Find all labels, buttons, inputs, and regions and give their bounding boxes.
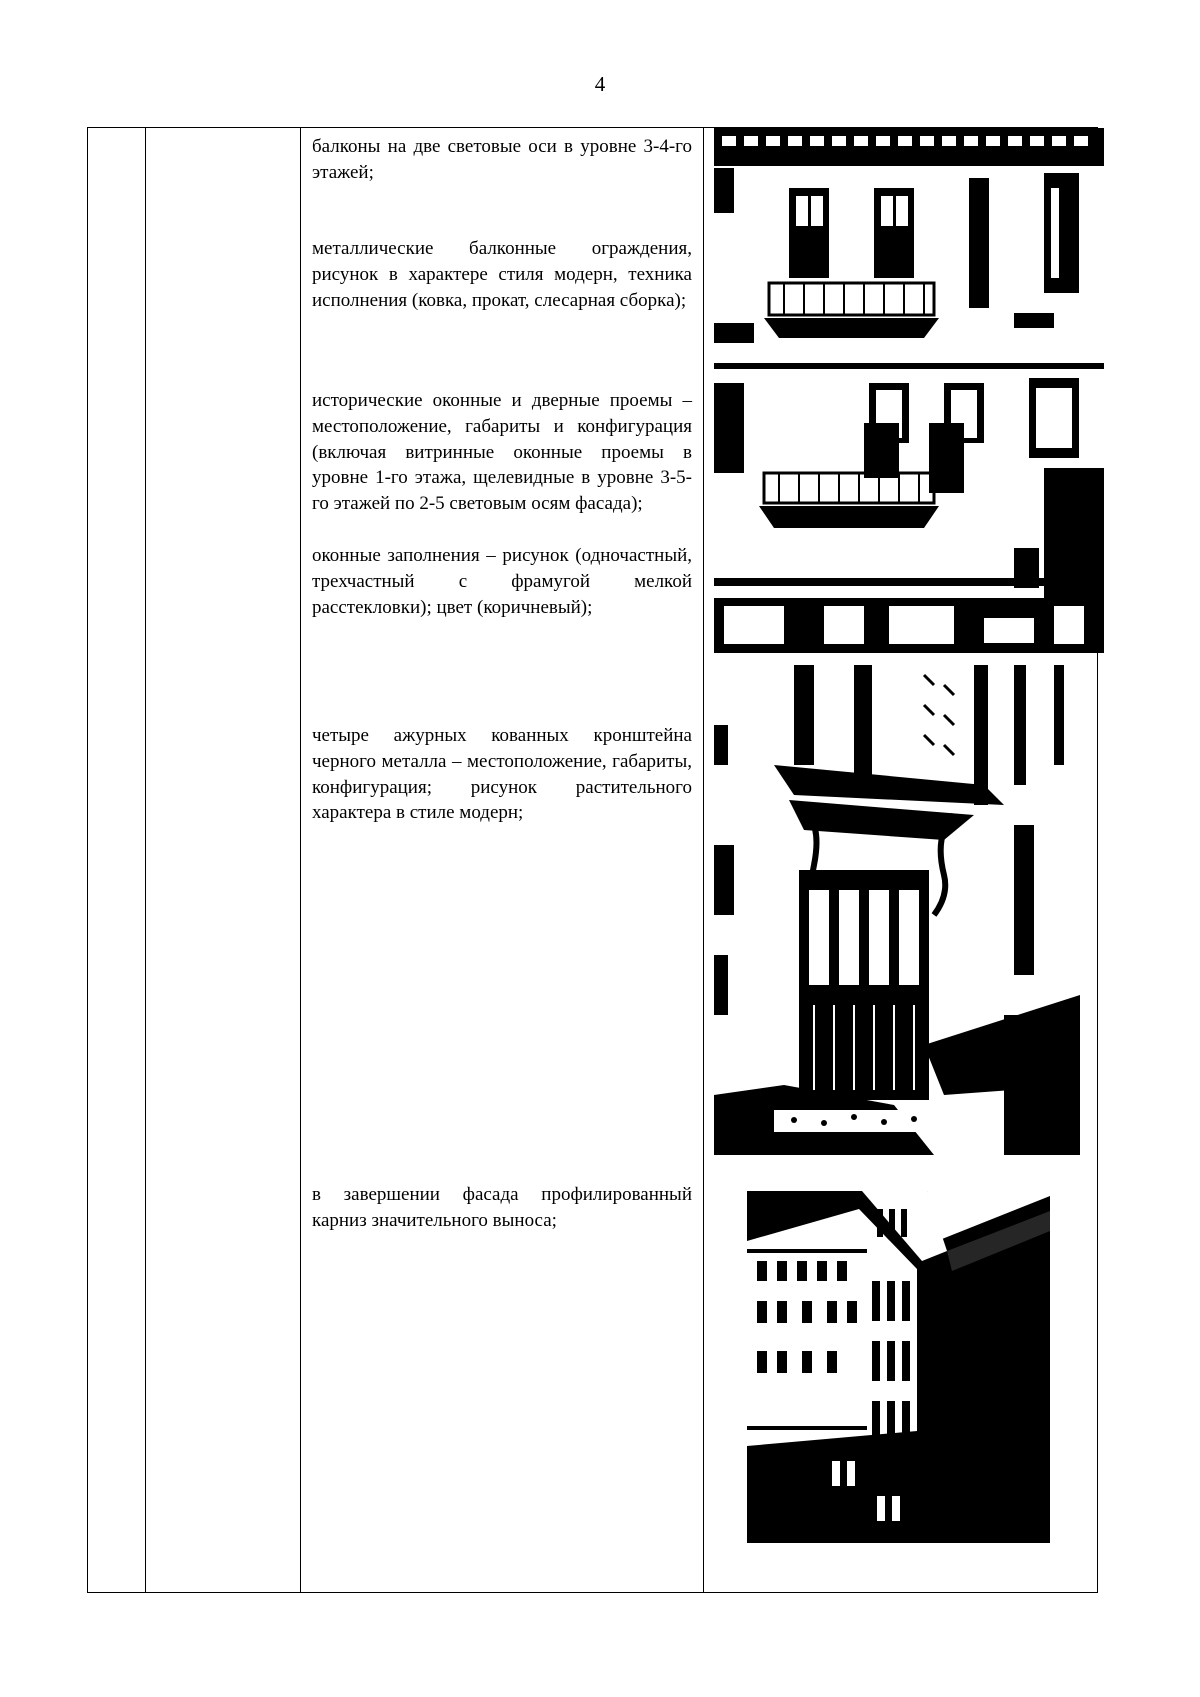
cell-photos	[704, 128, 1098, 1593]
cell-name	[146, 128, 301, 1593]
photo-cornice-street-view	[747, 1191, 1050, 1543]
cell-number	[88, 128, 146, 1593]
protected-elements-table	[87, 127, 1098, 1593]
page-number: 4	[594, 72, 606, 96]
photo-facade-balconies	[714, 128, 1104, 653]
text-forged-brackets: четыре ажурных кованных кронштейна черного металла – местоположение, габариты, конфигурация; рисунок растительного характера в стиле модерн;	[312, 725, 692, 824]
text-balcony-railings: металлические балконные ограждения, рисунок в характере стиля модерн, техника исполнения (ковка, прокат, слесарная сборка);	[312, 238, 692, 311]
text-window-fillings: оконные заполнения – рисунок (одночастный, трехчастный с фрамугой мелкой расстекловки); цвет (коричневый);	[312, 545, 692, 618]
text-balconies: балконы на две световые оси в уровне 3-4-го этажей;	[312, 136, 692, 183]
cell-description	[301, 128, 704, 1593]
text-cornice: в завершении фасада профилированный карниз значительного выноса;	[312, 1184, 692, 1231]
table-row	[88, 128, 1098, 1593]
text-window-door-openings: исторические оконные и дверные проемы – местоположение, габариты и конфигурация (включая витринные оконные проемы в уровне 1-го этажа, щелевидные в уровне 3-5-го этажей по 2-5 световым осям фасада);	[312, 390, 692, 515]
photo-entrance-canopy	[714, 665, 1080, 1155]
